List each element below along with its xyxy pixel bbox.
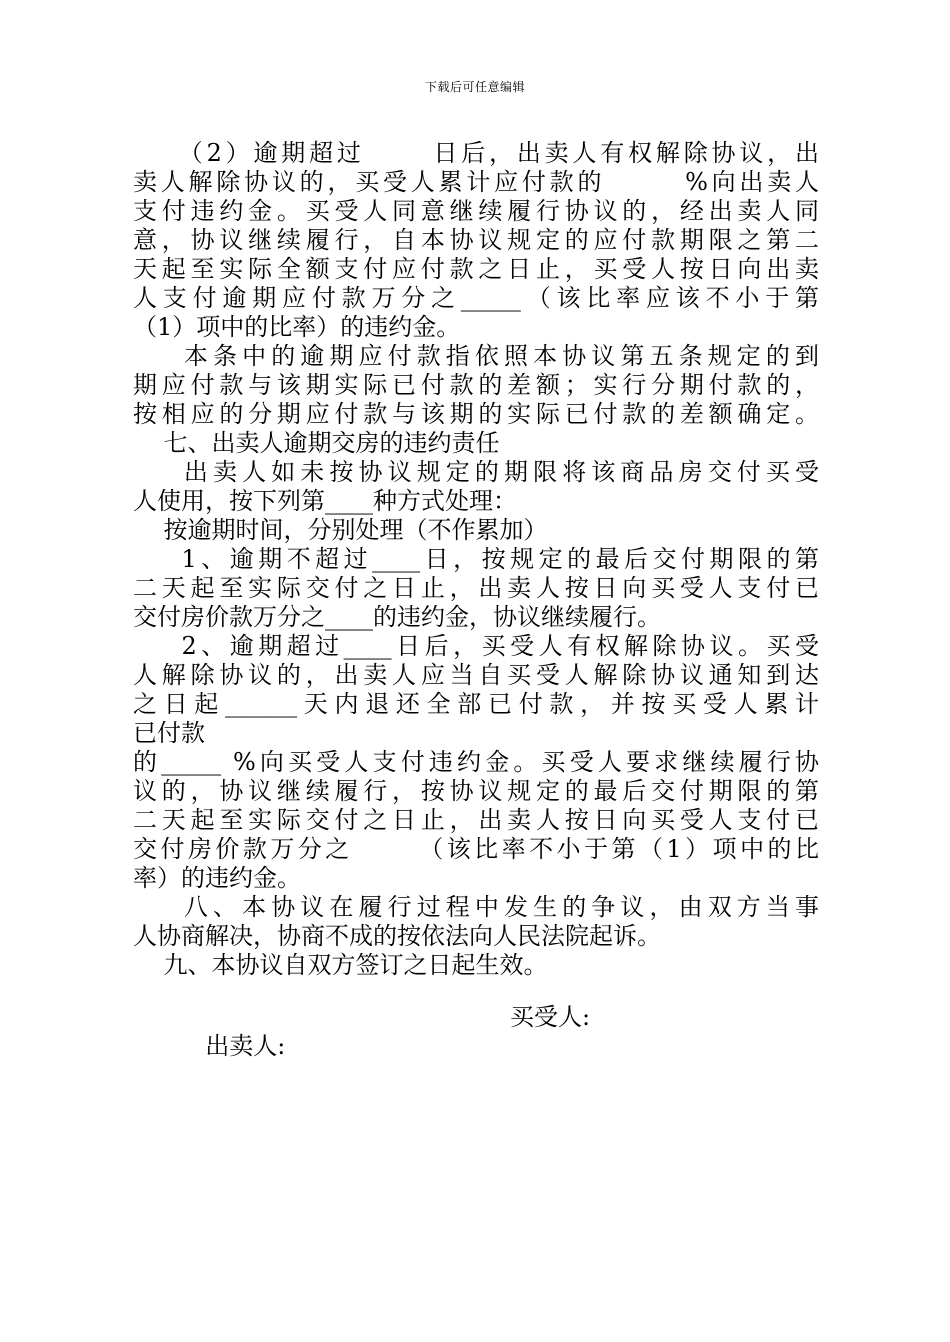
text-line: 天起至实际全额支付应付款之日止，买受人按日向出卖	[133, 255, 819, 283]
text-line: 2、逾期超过____日后，买受人有权解除协议。买受	[133, 632, 819, 660]
text-line: 按相应的分期应付款与该期的实际已付款的差额确定。	[133, 400, 819, 428]
page-header-note: 下载后可任意编辑	[424, 80, 525, 94]
text-line: 交付房价款万分之 （该比率不小于第（1）项中的比	[133, 835, 819, 863]
text-line: 意，协议继续履行，自本协议规定的应付款期限之第二	[133, 226, 819, 254]
text-line: 人解除协议的，出卖人应当自买受人解除协议通知到达	[133, 661, 819, 689]
text-line: 交付房价款万分之____的违约金，协议继续履行。	[133, 603, 661, 631]
text-line: 二天起至实际交付之日止，出卖人按日向买受人支付已	[133, 806, 819, 834]
section-heading-7: 七、出卖人逾期交房的违约责任	[133, 429, 500, 457]
text-line: 人支付逾期应付款万分之_____（该比率应该不小于第	[133, 284, 819, 312]
text-line: （1）项中的比率）的违约金。	[133, 313, 461, 341]
text-line: 本条中的逾期应付款指依照本协议第五条规定的到	[133, 342, 819, 370]
text-line: 支付违约金。买受人同意继续履行协议的，经出卖人同	[133, 197, 819, 225]
text-line: 期应付款与该期实际已付款的差额；实行分期付款的，	[133, 371, 819, 399]
section-heading-8: 八、本协议在履行过程中发生的争议，由双方当事	[133, 893, 819, 921]
text-line: 已付款	[133, 719, 205, 747]
text-line: 卖人解除协议的，买受人累计应付款的 %向出卖人	[133, 168, 819, 196]
text-line: 议的，协议继续履行，按协议规定的最后交付期限的第	[133, 777, 819, 805]
signature-row	[190, 1003, 591, 1090]
text-line: 1、逾期不超过____日，按规定的最后交付期限的第	[133, 545, 819, 573]
section-heading-9: 九、本协议自双方签订之日起生效。	[133, 951, 548, 979]
text-line: 按逾期时间，分别处理（不作累加）	[133, 516, 548, 544]
text-line: 二天起至实际交付之日止，出卖人按日向买受人支付已	[133, 574, 819, 602]
document-body	[133, 139, 819, 980]
buyer-signature-label: 买受人:	[510, 1003, 591, 1031]
text-line: 的_____ %向买受人支付违约金。买受人要求继续履行协	[133, 748, 819, 776]
text-line: （2）逾期超过 日后，出卖人有权解除协议，出	[133, 139, 819, 167]
seller-signature-label: 出卖人:	[205, 1032, 286, 1060]
text-line: 出卖人如未按协议规定的期限将该商品房交付买受	[133, 458, 819, 486]
text-line: 之日起______天内退还全部已付款，并按买受人累计	[133, 690, 819, 718]
text-line: 率）的违约金。	[133, 864, 301, 892]
text-line: 人使用，按下列第____种方式处理：	[133, 487, 517, 515]
text-line: 人协商解决，协商不成的按依法向人民法院起诉。	[133, 922, 661, 950]
